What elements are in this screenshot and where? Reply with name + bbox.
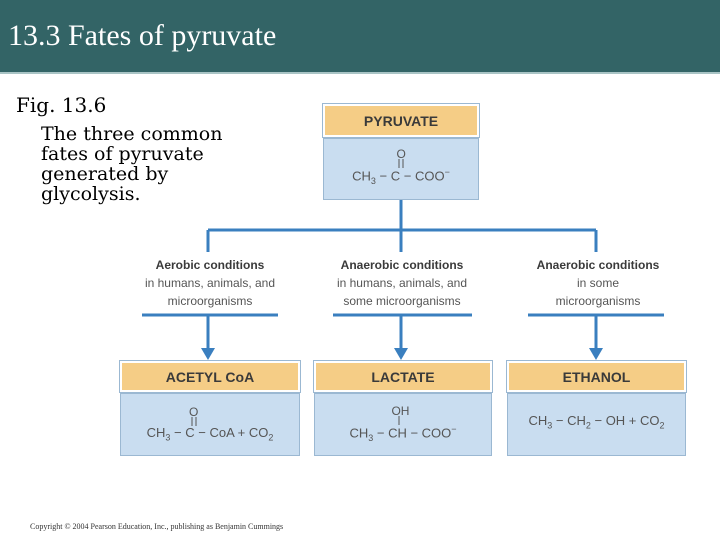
acetyl-coa-formula-box	[120, 393, 300, 456]
acetyl-coa-formula: O $CH_3 - C$ − CoA + $CO_2$	[146, 405, 274, 443]
condition-title: Anaerobic conditions	[536, 258, 660, 272]
arrow-right-head	[589, 348, 603, 360]
pyruvate-formula-box	[323, 138, 479, 200]
condition-aerobic: Aerobic conditions in humans, animals, and microorganisms	[144, 258, 276, 308]
condition-anaerobic-ethanol: Anaerobic conditions in some microorganisms	[536, 258, 660, 308]
ethanol-formula: $CH_3 - CH_2$ − OH + $CO_2$	[528, 412, 665, 431]
condition-title: Aerobic conditions	[155, 258, 265, 272]
pyruvate-title-box	[323, 104, 479, 137]
figure-caption: The three common fates of pyruvate generated by glycolysis.	[41, 123, 223, 205]
lactate-single-bond	[395, 416, 403, 426]
acetyl-coa-title: ACETYL CoA	[165, 368, 255, 385]
ethanol-title-box	[507, 361, 686, 392]
arrow-mid-head	[394, 348, 408, 360]
pyruvate-formula: O $CH_3 - C - COO^-$	[352, 147, 450, 186]
arrow-left-head	[201, 348, 215, 360]
ethanol-formula-box	[507, 393, 686, 456]
condition-anaerobic-lactate: Anaerobic conditions in humans, animals, and some microorganisms	[336, 258, 468, 308]
acetyl-coa-title-box	[120, 361, 300, 392]
figure-number: Fig. 13.6	[16, 93, 107, 117]
acetyl-coa-double-bond	[190, 417, 198, 427]
pyruvate-double-bond	[397, 159, 405, 169]
pyruvate-oxygen: O	[396, 147, 406, 162]
pyruvate-title: PYRUVATE	[363, 112, 439, 129]
lactate-title: LACTATE	[371, 368, 435, 385]
lactate-formula-box	[314, 393, 492, 456]
acetyl-coa-oxygen: O	[188, 405, 199, 420]
ethanol-title: ETHANOL	[562, 368, 631, 385]
lactate-formula: OH $CH_3$ − CH − COO−	[349, 404, 457, 443]
lactate-hydroxyl: OH	[391, 404, 410, 419]
copyright-notice: Copyright © 2004 Pearson Education, Inc., publishing as Benjamin Cummings	[30, 522, 284, 531]
condition-title: Anaerobic conditions	[340, 258, 464, 272]
slide-title: 13.3 Fates of pyruvate	[8, 19, 277, 52]
lactate-title-box	[314, 361, 492, 392]
